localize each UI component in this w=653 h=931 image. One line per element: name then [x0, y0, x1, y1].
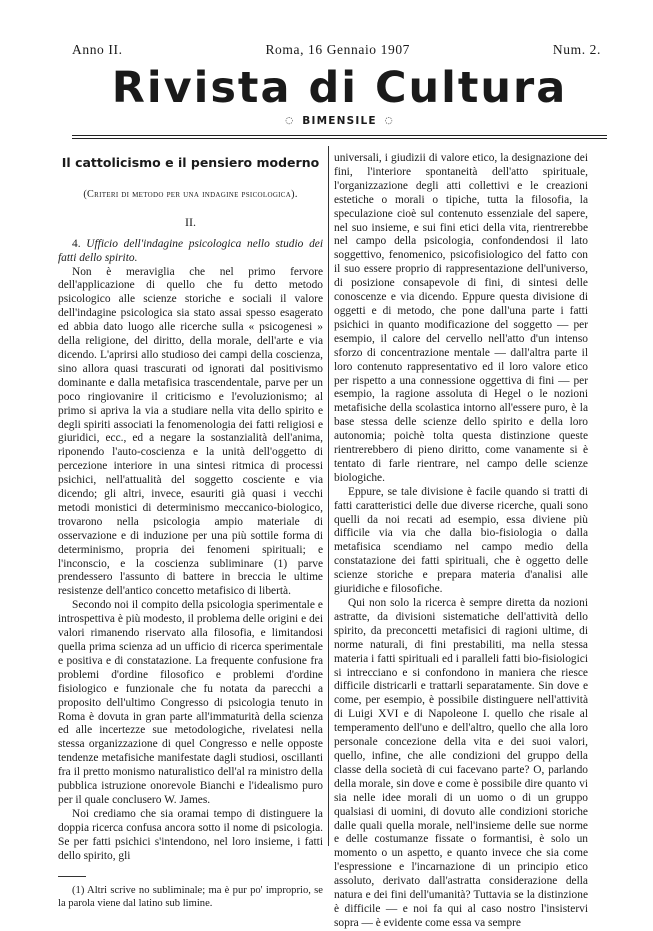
article-criteria: (Criteri di metodo per una indagine psicologica).: [83, 188, 298, 200]
footnote-rule: [58, 876, 86, 877]
issue-number: Anno II.: [72, 42, 123, 57]
paragraph: Noi crediamo che sia oramai tempo di distinguere la doppia ricerca confusa ancora sotto il nome di psicologia. Se per fatti psichici s'intendono, nel loro insieme, i fatti dello spirito, gli: [58, 807, 323, 862]
masthead-title: Rivista di Cultura: [111, 63, 568, 113]
paragraph: Eppure, se tale divisione è facile quando si tratti di fatti caratteristici delle due diverse ricerche, quali sono quelli da noi recati ad esempio, essa diviene più difficile via via che dalla bio-fisiologia o dalla metafisica scendiamo nel campo medio della constatazione dei fatti spirituali, che è oggetto delle scienze storiche e prepara materia d'analisi alle giuridiche e filosofiche.: [334, 485, 588, 596]
section-heading: [58, 238, 323, 266]
masthead-subtitle-row: [72, 114, 607, 128]
issue-header: [72, 42, 601, 58]
masthead-rule-top: [72, 135, 607, 136]
number-label: Num. 2.: [552, 42, 601, 57]
paragraph: Non è meraviglia che nel primo fervore dell'applicazione di quello che fu detto metodo psicologico alle scienze storiche e sociali il valore dell'indagine psicologica sia stato assai spesso esagerato ed abbia dato luogo alle ricerche sulla « psicogenesi » della religione, del diritto, della morale, dell'arte e via dicendo. L'aprirsi allo studioso dei campi della coscienza, sino allora quasi trascurati od ignorati dal positivismo dominante e dalla metafisica trascendentale, parve per un poco ringiovanire il criticismo e l'evoluzionismo; al primo si apriva la via a studiare nella vita dello spirito e degli spiriti associati la fenomenologia dei fatti religiosi e giuridici, ecc., ed a negare la sostanzialità dell'anima, riponendo l'auto-coscienza e la unità dell'oggetto di percezione interiore in una sintesi ritmica di processi psichici, nell'attualità del soggetto cosciente e via dicendo; gli altri, invece, esauriti già quasi i vecchi metodi monistici di determinismo meccanico-biologico, trovarono nella psicologia ampio materiale di osservazione e di induzione per una più sottile forma di determinismo, propria dei fenomeni spirituali; e l'inconscio, e la coscienza subliminare (1) parve prendessero l'assunto di battere in breccia le ultime resistenze dell'antico concetto metafisico di libertà.: [58, 265, 323, 598]
paragraph: Qui non solo la ricerca è sempre diretta da nozioni astratte, da divisioni sistematiche dell'attività dello spirito, da preconcetti metafisici di ragioni ultime, di norme naturali, di fini prestabiliti, ma nella stessa materia i fatti spirituali ed i paralleli fatti bio-fisiologici si intrecciano e si confondono in maniera che riesce difficile districarli e trattarli separatamente. Sin dove e come, per esempio, è possibile distinguere nell'attività di Luigi XVI e di Napoleone I. quello che risale al temperamento dell'uno e dell'altro, quello che alla loro personale concezione della vita e dei suoi valori, quello, infine, che alle condizioni del gruppo della classe della società di cui facevano parte? O, parlando della morale, sin dove e come è possibile dire quanto vi sia nelle idee morali di un uomo o di un gruppo qualsiasi di uomini, di dovuto alle condizioni storiche dalle quali quella morale, nell'insieme delle sue norme e delle costumanze fissate o formantisi, è solo un momento o un aspetto, e quanto invece che sia come l'espressione e l'incarnazione di un principio etico assoluto, derivato dall'astratta considerazione della natura e dei fini dell'umanità? Tuttavia se la distinzione è difficile — e noi fa qui al caso nostro l'insistervi sopra — è evidente come essa va sempre: [334, 597, 588, 929]
right-column: [334, 152, 588, 931]
heading-number: 4.: [72, 237, 81, 250]
heading-text: Ufficio dell'indagine psicologica nello studio dei fatti dello spirito.: [58, 237, 323, 264]
column-divider: [328, 146, 329, 846]
paragraph: universali, i giudizii di valore etico, la designazione dei fini, l'interiore spontaneità dell'atto spirituale, l'organizzazione degli atti collettivi e le creazioni estetiche o morali o tipiche, tutta la filosofia, la speculazione cioè sul contenuto essenziale del sapere, nel suo insieme, e sui fini etici della vita, rientrerebbe nel campo della psicologia, confondendosi il lato soggettivo, fenomenico, psicofisiologico del fatto con il suo essere proprio di rappresentazione dell'universo, di posizione consapevole di fini, di sintesi delle conoscenze e via dicendo. Eppure questa divisione di oggetti e di metodo, che pone dall'una parte i fatti psichici in quanto modificazione del soggetto — per esempio, il calore del cervello nell'atto d'un intenso sforzo di concentrazione mentale — dall'altra parte il loro contenuto rappresentativo ed il loro valore etico per rispetto a una connessione oggettiva di fini — per esempio, la ragione assoluta di Hegel o le nozioni metafisiche della scolastica intorno all'essere puro, è la base stessa delle scienze dello spirito e della loro autonomia; poichè tolta questa distinzione queste rientrerebbero di pieno diritto, come vanamente si è tentato di farle rientrare, nel campo delle scienze biologiche.: [334, 152, 588, 484]
footnote: (1) Altri scrive no subliminale; ma è pur po' improprio, se la parola viene dal latino sub limine.: [58, 884, 323, 909]
masthead-rule-bottom: [72, 138, 607, 139]
place-date: Roma, 16 Gennaio 1907: [265, 42, 411, 57]
masthead-subtitle: BIMENSILE: [302, 115, 377, 127]
left-column: [58, 152, 323, 910]
ornament-left-icon: ◌: [285, 116, 295, 126]
section-number: II.: [185, 214, 196, 229]
ornament-right-icon: ◌: [384, 116, 394, 126]
article-title: Il cattolicismo e il pensiero moderno: [61, 155, 320, 170]
paragraph: Secondo noi il compito della psicologia sperimentale e introspettiva è più modesto, il problema delle origini e dei valori rimanendo riservato alla filosofia, e limitandosi quella prima scienza ad un ufficio di ricerca sperimentale e positiva e di constatazione. La frequente confusione fra problemi d'ordine filosofico e problemi d'ordine fisiologico e funzionale che fu notata da parecchi a proposito dell'ultimo Congresso di psicologia tenuto in Roma è dovuta in gran parte all'immaturità della scienza ed alle incertezze sue metodologiche, rivelatesi nella stessa organizzazione di quel Congresso e nelle opposte tendenze metafisiche manifestate dagli studiosi, oscillanti fra il pretto monismo naturalistico dell'al ra ministro della pubblica istruzione onorevole Bianchi e l'idealismo puro per il quale conclusero W. James.: [58, 599, 323, 806]
